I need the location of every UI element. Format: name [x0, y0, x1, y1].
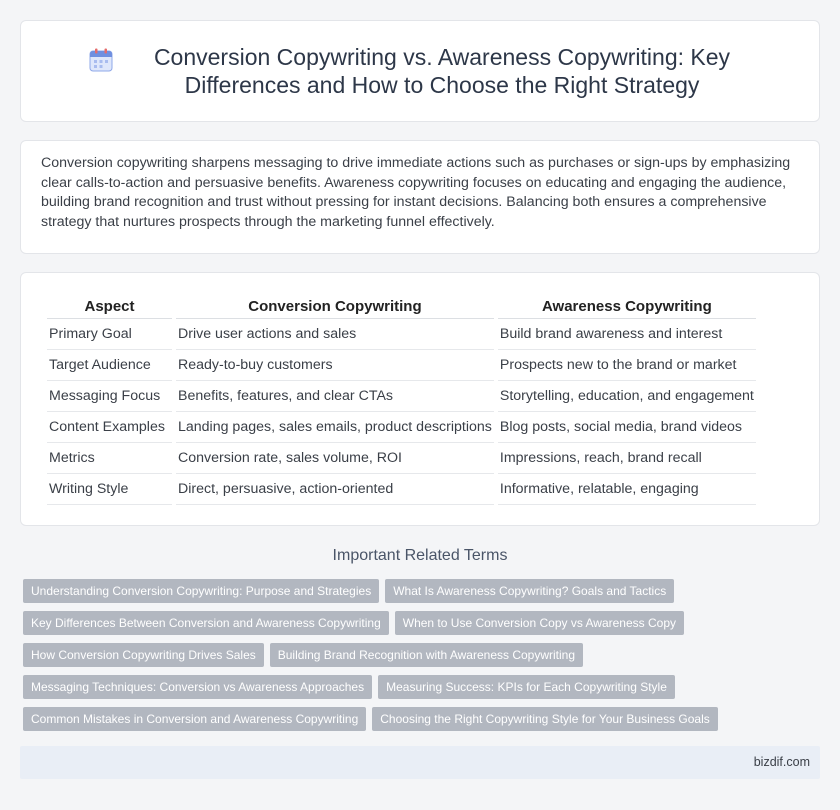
- tag-row: [23, 579, 823, 603]
- related-term-link[interactable]: Messaging Techniques: Conversion vs Awareness Approaches: [23, 675, 372, 699]
- site-name[interactable]: bizdif.com: [753, 755, 810, 769]
- related-term-link[interactable]: When to Use Conversion Copy vs Awareness Copy: [395, 611, 684, 635]
- comparison-table: [43, 295, 760, 505]
- table-cell: Impressions, reach, brand recall: [498, 443, 756, 474]
- tag-row: [23, 611, 823, 635]
- tag-row: [23, 643, 823, 667]
- tag-row: [23, 675, 823, 699]
- table-cell: Target Audience: [47, 350, 172, 381]
- table-cell: Direct, persuasive, action-oriented: [176, 474, 494, 505]
- table-cell: Storytelling, education, and engagement: [498, 381, 756, 412]
- intro-card: [20, 140, 820, 254]
- header-conversion: Conversion Copywriting: [176, 295, 494, 319]
- table-cell: Benefits, features, and clear CTAs: [176, 381, 494, 412]
- table-cell: Ready-to-buy customers: [176, 350, 494, 381]
- table-cell: Landing pages, sales emails, product descriptions: [176, 412, 494, 443]
- table-cell: Primary Goal: [47, 319, 172, 350]
- table-cell: Content Examples: [47, 412, 172, 443]
- comparison-card: [20, 272, 820, 526]
- header-awareness: Awareness Copywriting: [498, 295, 756, 319]
- table-row: [47, 319, 756, 350]
- table-cell: Messaging Focus: [47, 381, 172, 412]
- related-term-link[interactable]: Building Brand Recognition with Awareness Copywriting: [270, 643, 583, 667]
- table-header-row: [47, 295, 756, 319]
- related-term-link[interactable]: How Conversion Copywriting Drives Sales: [23, 643, 264, 667]
- table-cell: Drive user actions and sales: [176, 319, 494, 350]
- related-terms-list: [23, 579, 823, 739]
- calendar-icon: [88, 47, 114, 73]
- footer: [20, 746, 820, 779]
- table-cell: Informative, relatable, engaging: [498, 474, 756, 505]
- header-aspect: Aspect: [47, 295, 172, 319]
- tag-row: [23, 707, 823, 731]
- table-row: [47, 350, 756, 381]
- related-term-link[interactable]: What Is Awareness Copywriting? Goals and Tactics: [385, 579, 674, 603]
- table-cell: Writing Style: [47, 474, 172, 505]
- table-cell: Prospects new to the brand or market: [498, 350, 756, 381]
- table-cell: Metrics: [47, 443, 172, 474]
- intro-paragraph: Conversion copywriting sharpens messaging to drive immediate actions such as purchases or sign-ups by emphasizing clear calls-to-action and persuasive benefits. Awareness copywriting focuses on educating and engaging the audience, building brand recognition and trust without pressing for instant decisions. Balancing both ensures a comprehensive strategy that nurtures prospects through the marketing funnel effectively.: [41, 155, 791, 230]
- related-term-link[interactable]: Key Differences Between Conversion and Awareness Copywriting: [23, 611, 389, 635]
- table-cell: Blog posts, social media, brand videos: [498, 412, 756, 443]
- table-row: [47, 412, 756, 443]
- header-card: [20, 20, 820, 122]
- table-cell: Conversion rate, sales volume, ROI: [176, 443, 494, 474]
- table-row: [47, 474, 756, 505]
- related-term-link[interactable]: Common Mistakes in Conversion and Awareness Copywriting: [23, 707, 366, 731]
- table-row: [47, 381, 756, 412]
- page-title: Conversion Copywriting vs. Awareness Copywriting: Key Differences and How to Choose the Right Strategy: [153, 44, 731, 98]
- related-term-link[interactable]: Understanding Conversion Copywriting: Purpose and Strategies: [23, 579, 379, 603]
- related-terms-title: Important Related Terms: [332, 547, 508, 564]
- related-term-link[interactable]: Choosing the Right Copywriting Style for Your Business Goals: [372, 707, 718, 731]
- table-row: [47, 443, 756, 474]
- related-term-link[interactable]: Measuring Success: KPIs for Each Copywriting Style: [378, 675, 675, 699]
- table-cell: Build brand awareness and interest: [498, 319, 756, 350]
